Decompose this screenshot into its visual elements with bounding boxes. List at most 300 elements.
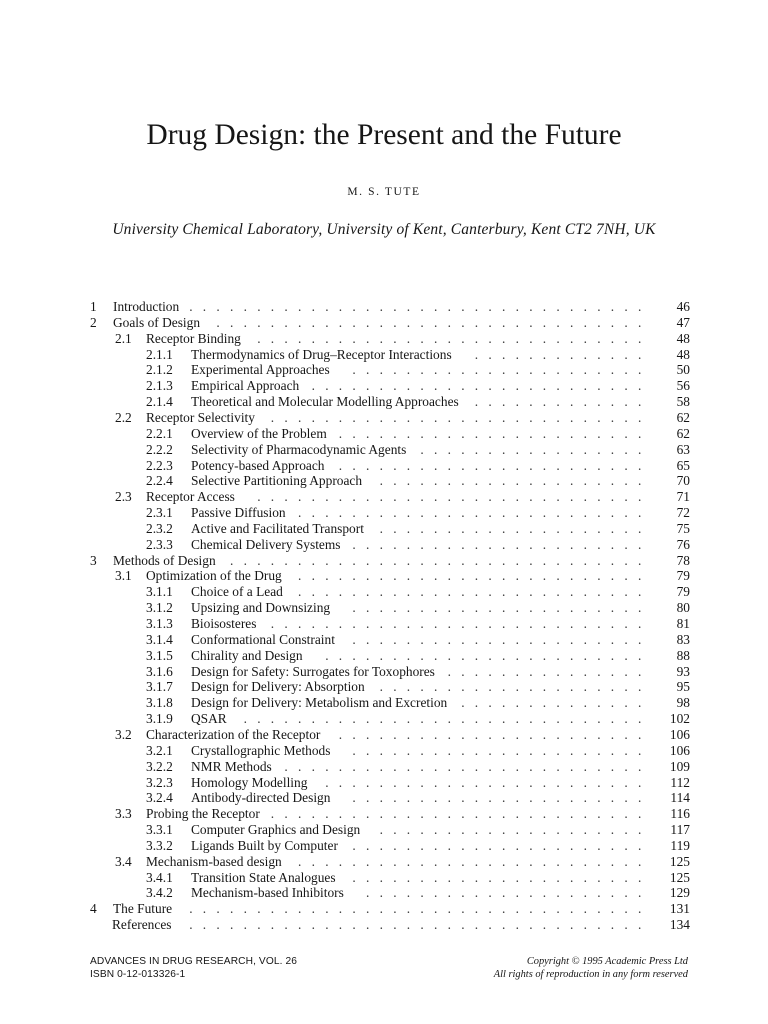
toc-entry-number: 2.3.2 [146, 520, 173, 536]
toc-entry [0, 473, 768, 489]
toc-entry-page: 70 [676, 473, 690, 489]
leader-dot: . [624, 806, 628, 822]
leader-dot: . [433, 742, 438, 758]
leader-dot: . [569, 901, 574, 917]
leader-dot: . [542, 790, 547, 806]
leader-dot: . [434, 584, 438, 600]
leader-dot: . [569, 409, 574, 425]
leader-dot: . [610, 346, 615, 362]
leader-dot: . [433, 425, 438, 441]
leader-dot: . [311, 299, 315, 314]
leader-dot: . [569, 394, 574, 410]
leader-dot: . [433, 314, 438, 330]
leader-dot: . [311, 314, 315, 330]
leader-dot: . [420, 822, 424, 838]
leader-dot: . [338, 584, 343, 600]
leader-dot: . [597, 806, 601, 822]
leader-dot: . [365, 790, 370, 806]
leader-dot: . [583, 457, 587, 473]
leader-dot: . [556, 378, 560, 394]
leader-dot: . [243, 314, 247, 330]
leader-dot: . [610, 711, 615, 727]
leader-dot: . [529, 314, 533, 330]
leader-dot: . [379, 837, 383, 853]
leader-dot: . [406, 489, 411, 505]
leader-dot: . [433, 631, 438, 647]
toc-entry [0, 442, 768, 458]
leader-dot: . [352, 790, 356, 806]
leader-dot: . [610, 536, 615, 552]
leader-dot: . [474, 742, 479, 758]
leader-dot: . [488, 917, 492, 933]
leader-dot: . [284, 616, 288, 631]
leader-dot: . [352, 711, 356, 727]
leader-dot: . [420, 505, 424, 521]
leader-dot: . [542, 647, 547, 663]
leader-dot: . [352, 837, 356, 853]
leader-dot: . [610, 806, 615, 822]
leader-dot: . [515, 885, 519, 901]
toc-entry [0, 664, 768, 680]
leader-dot: . [298, 584, 302, 600]
toc-entry [0, 695, 768, 711]
leader-dot: . [610, 679, 615, 695]
leader-dot: . [542, 917, 547, 933]
leader-dot: . [556, 330, 560, 346]
leader-dot: . [338, 806, 343, 822]
leader-dot: . [556, 441, 560, 457]
leader-dot: . [542, 837, 547, 853]
leader-dot: . [352, 631, 356, 647]
leader-dot: . [461, 726, 465, 742]
leader-dot: . [284, 299, 288, 314]
leader-dot: . [501, 299, 506, 314]
leader-dot: . [597, 917, 601, 933]
leader-dot: . [624, 790, 628, 806]
leader-dot: . [610, 822, 615, 838]
leader-dot: . [379, 631, 383, 647]
leader-dot: . [338, 330, 343, 346]
leader-dot: . [365, 917, 370, 933]
leader-dot: . [542, 330, 547, 346]
leader-dot: . [542, 505, 547, 521]
leader-dot: . [461, 806, 465, 822]
leader-dot: . [515, 631, 519, 647]
leader-dot: . [597, 711, 601, 727]
leader-dot: . [433, 679, 438, 695]
leader-dot: . [447, 774, 451, 790]
leader-dot: . [243, 901, 247, 917]
leader-dot: . [284, 552, 288, 568]
leader-dot: . [638, 568, 642, 584]
leader-dot: . [569, 425, 574, 441]
leader-dot: . [529, 362, 533, 378]
toc-entry-page: 93 [676, 663, 690, 679]
leader-dot: . [229, 299, 234, 314]
leader-dot: . [583, 711, 587, 727]
leader-dot: . [488, 394, 492, 410]
leader-dot: . [433, 806, 438, 822]
leader-dot: . [420, 790, 424, 806]
leader-dot: . [529, 378, 533, 394]
leader-dot: . [284, 901, 288, 917]
leader-dot: . [433, 711, 438, 727]
leader-dot: . [597, 552, 601, 568]
leader-dot: . [583, 346, 587, 362]
leader-dot: . [556, 489, 560, 505]
toc-entry-page: 76 [676, 536, 690, 552]
leader-dot: . [624, 314, 628, 330]
leader-dot: . [257, 901, 261, 917]
leader-dot: . [461, 742, 465, 758]
leader-dot: . [420, 616, 424, 631]
leader-dot: . [461, 425, 465, 441]
leader-dot: . [488, 362, 492, 378]
leader-dot: . [637, 631, 642, 647]
leader-dot: . [583, 425, 587, 441]
leader-dot: . [352, 362, 356, 378]
leader-dot: . [433, 901, 438, 917]
leader-dot: . [597, 901, 601, 917]
toc-entry-title: Empirical Approach [191, 378, 300, 394]
leader-dot: . [406, 647, 411, 663]
author-affiliation: University Chemical Laboratory, University of Kent, Canterbury, Kent CT2 7NH, UK [112, 221, 656, 238]
leader-dot: . [433, 299, 438, 314]
leader-dot: . [447, 647, 451, 663]
leader-dot: . [529, 346, 533, 362]
leader-dot: . [637, 378, 642, 394]
leader-dot: . [406, 726, 411, 742]
leader-dot: . [624, 409, 628, 425]
leader-dot: . [379, 853, 383, 869]
leader-dot: . [597, 314, 601, 330]
leader-dot: . [638, 552, 642, 568]
toc-entry-number: 3.1.3 [146, 616, 173, 631]
leader-dot: . [501, 457, 506, 473]
leader-dot: . [515, 346, 519, 362]
toc-entry [0, 362, 768, 378]
leader-dot: . [325, 774, 329, 790]
leader-dot: . [420, 774, 424, 790]
leader-dot: . [474, 489, 479, 505]
leader-dot: . [298, 505, 302, 521]
leader-dot: . [352, 330, 356, 346]
leader-dot: . [556, 409, 560, 425]
leader-dot: . [379, 536, 383, 552]
leader-dot: . [406, 790, 411, 806]
leader-dot: . [529, 489, 533, 505]
leader-dot: . [515, 679, 519, 695]
leader-dot: . [461, 520, 465, 536]
leader-dot: . [501, 806, 506, 822]
leader-dot: . [393, 742, 397, 758]
leader-dot: . [515, 505, 519, 521]
leader-dot: . [610, 758, 615, 774]
toc-entry [0, 584, 768, 600]
leader-dot: . [610, 299, 615, 314]
leader-dot: . [406, 837, 411, 853]
leader-dot: . [379, 552, 383, 568]
leader-dot: . [474, 425, 479, 441]
toc-entry [0, 854, 768, 870]
isbn: ISBN 0-12-013326-1 [90, 969, 186, 980]
leader-dot: . [488, 758, 492, 774]
leader-dot: . [474, 616, 479, 631]
leader-dot: . [338, 726, 343, 742]
leader-dot: . [311, 378, 315, 394]
leader-dot: . [637, 647, 642, 663]
leader-dot: . [325, 853, 329, 869]
leader-dot: . [447, 631, 451, 647]
leader-dot: . [501, 425, 506, 441]
leader-dot: . [624, 774, 628, 790]
leader-dot: . [529, 774, 533, 790]
leader-dot: . [637, 473, 642, 489]
leader-dot: . [338, 409, 343, 425]
leader-dot: . [624, 758, 628, 774]
leader-dot: . [420, 726, 424, 742]
leader-dot: . [420, 489, 424, 505]
leader-dot: . [338, 378, 343, 394]
leader-dot: . [325, 806, 329, 822]
leader-dot: . [637, 441, 642, 457]
leader-dot: . [365, 378, 370, 394]
leader-dot: . [270, 552, 275, 568]
leader-dot: . [338, 853, 343, 869]
toc-entry-number: 2.2.2 [146, 441, 173, 457]
leader-dot: . [311, 489, 315, 505]
leader-dot: . [569, 520, 574, 536]
leader-dot: . [338, 647, 343, 663]
leader-dot: . [325, 647, 329, 663]
leader-dot: . [393, 917, 397, 933]
leader-dot: . [447, 362, 451, 378]
leader-dot: . [556, 600, 560, 616]
toc-entry-page: 102 [669, 711, 690, 727]
leader-dot: . [488, 790, 492, 806]
leader-dot: . [461, 362, 465, 378]
leader-dot: . [393, 330, 397, 346]
leader-dot: . [569, 299, 574, 314]
leader-dot: . [570, 853, 574, 869]
leader-dot: . [515, 663, 519, 679]
leader-dot: . [569, 489, 574, 505]
leader-dot: . [338, 552, 343, 568]
leader-dot: . [610, 568, 615, 584]
leader-dot: . [556, 584, 560, 600]
leader-dot: . [216, 299, 220, 314]
toc-entry [0, 648, 768, 664]
leader-dot: . [325, 758, 329, 774]
leader-dot: . [379, 806, 383, 822]
leader-dot: . [297, 299, 302, 314]
leader-dot: . [365, 758, 370, 774]
leader-dot: . [420, 869, 424, 885]
leader-dot: . [515, 378, 519, 394]
leader-dot: . [338, 425, 343, 441]
toc-entry-page: 134 [669, 917, 690, 933]
leader-dot: . [515, 489, 519, 505]
leader-dot: . [624, 568, 628, 584]
leader-dot: . [542, 726, 547, 742]
leader-dot: . [637, 616, 642, 631]
leader-dot: . [624, 520, 628, 536]
toc-entry [0, 870, 768, 886]
leader-dot: . [393, 409, 397, 425]
leader-dot: . [488, 853, 492, 869]
leader-dot: . [352, 536, 356, 552]
leader-dot: . [257, 330, 261, 346]
toc-entry-number: 2.1.4 [146, 394, 173, 410]
leader-dot: . [610, 473, 615, 489]
leader-dot: . [311, 584, 315, 600]
leader-dot: . [501, 394, 506, 410]
leader-dot: . [488, 711, 492, 727]
leader-dot: . [583, 758, 587, 774]
leader-dot: . [393, 489, 397, 505]
toc-entry-title: Passive Diffusion [191, 505, 286, 521]
leader-dot: . [379, 774, 383, 790]
toc-entry-number: 3.1.5 [146, 647, 173, 663]
toc-entry-title: Upsizing and Downsizing [191, 600, 331, 616]
toc-entry-title: Homology Modelling [191, 774, 308, 790]
leader-dot: . [393, 536, 397, 552]
leader-dot: . [352, 869, 356, 885]
leader-dot: . [501, 600, 506, 616]
leader-dot: . [393, 584, 397, 600]
leader-dot: . [474, 330, 479, 346]
leader-dot: . [542, 742, 547, 758]
leader-dot: . [270, 330, 275, 346]
leader-dot: . [569, 457, 574, 473]
leader-dot: . [501, 837, 506, 853]
leader-dot: . [447, 536, 451, 552]
leader-dot: . [488, 837, 492, 853]
leader-dot: . [624, 837, 628, 853]
leader-dot: . [569, 616, 574, 631]
leader-dot: . [352, 774, 356, 790]
leader-dot: . [515, 330, 519, 346]
leader-dot: . [338, 711, 343, 727]
toc-entry-title: Optimization of the Drug [146, 568, 282, 584]
leader-dot: . [366, 853, 370, 869]
leader-dot: . [270, 489, 275, 505]
leader-dot: . [542, 489, 547, 505]
leader-dot: . [501, 330, 506, 346]
toc-entry [0, 521, 768, 537]
leader-dot: . [638, 853, 642, 869]
leader-dot: . [420, 425, 424, 441]
leader-dot: . [583, 378, 587, 394]
leader-dot: . [515, 552, 519, 568]
leader-dot: . [352, 425, 356, 441]
leader-dot: . [406, 616, 411, 631]
leader-dot: . [434, 568, 438, 584]
leader-dot: . [515, 917, 519, 933]
toc-entry-page: 106 [669, 726, 690, 742]
leader-dot: . [583, 917, 587, 933]
leader-dot: . [515, 299, 519, 314]
leader-dot: . [610, 885, 615, 901]
toc-entry-number: 3.1.4 [146, 631, 173, 647]
leader-dot: . [447, 616, 451, 631]
leader-dot: . [366, 552, 370, 568]
leader-dot: . [474, 552, 479, 568]
leader-dot: . [447, 299, 451, 314]
leader-dot: . [461, 774, 465, 790]
leader-dot: . [393, 679, 397, 695]
leader-dot: . [569, 774, 574, 790]
leader-dot: . [379, 568, 383, 584]
leader-dot: . [420, 457, 424, 473]
leader-dot: . [420, 679, 424, 695]
leader-dot: . [474, 520, 479, 536]
leader-dot: . [583, 505, 587, 521]
leader-dot: . [597, 441, 601, 457]
leader-dot: . [556, 362, 560, 378]
toc-entry-number: 2.2 [115, 409, 132, 425]
leader-dot: . [365, 711, 370, 727]
leader-dot: . [474, 917, 479, 933]
leader-dot: . [447, 330, 451, 346]
leader-dot: . [501, 742, 506, 758]
leader-dot: . [461, 758, 465, 774]
leader-dot: . [420, 536, 424, 552]
toc-entry-title: Computer Graphics and Design [191, 822, 361, 838]
leader-dot: . [610, 520, 615, 536]
leader-dot: . [583, 822, 587, 838]
leader-dot: . [570, 584, 574, 600]
leader-dot: . [501, 314, 506, 330]
leader-dot: . [556, 837, 560, 853]
leader-dot: . [474, 378, 479, 394]
leader-dot: . [447, 742, 451, 758]
leader-dot: . [393, 378, 397, 394]
leader-dot: . [406, 409, 411, 425]
leader-dot: . [515, 520, 519, 536]
leader-dot: . [501, 822, 506, 838]
leader-dot: . [569, 314, 574, 330]
leader-dot: . [556, 425, 560, 441]
leader-dot: . [379, 822, 383, 838]
leader-dot: . [379, 600, 383, 616]
leader-dot: . [529, 679, 533, 695]
leader-dot: . [597, 616, 601, 631]
leader-dot: . [501, 520, 506, 536]
leader-dot: . [379, 314, 383, 330]
toc-entry-title: Goals of Design [113, 314, 201, 330]
toc-entry-number: 3.4.1 [146, 869, 173, 885]
leader-dot: . [610, 695, 615, 711]
leader-dot: . [529, 885, 533, 901]
leader-dot: . [474, 584, 479, 600]
leader-dot: . [542, 568, 547, 584]
toc-entry-number: 2.1.2 [146, 362, 173, 378]
toc-entry-number: 2.1.1 [146, 346, 173, 362]
toc-entry-number: 3.3.2 [146, 837, 173, 853]
leader-dot: . [610, 774, 615, 790]
leader-dot: . [515, 742, 519, 758]
leader-dot: . [420, 837, 424, 853]
leader-dot: . [474, 806, 479, 822]
leader-dot: . [488, 409, 492, 425]
leader-dot: . [311, 409, 315, 425]
leader-dot: . [420, 711, 424, 727]
leader-dot: . [338, 505, 343, 521]
leader-dot: . [488, 616, 492, 631]
leader-dot: . [433, 457, 438, 473]
leader-dot: . [637, 600, 642, 616]
